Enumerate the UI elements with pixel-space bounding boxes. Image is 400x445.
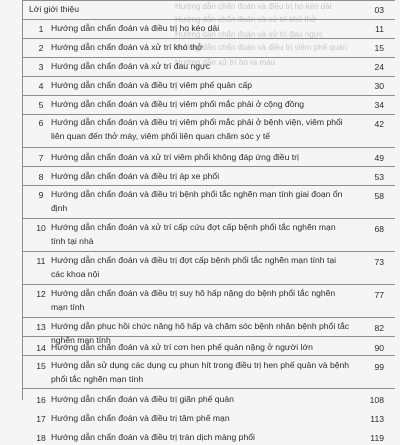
toc-entry-number: 12 [36, 289, 46, 299]
toc-entry-title: Hướng dẫn chẩn đoán và điều trị suy hô hấp nặng do bệnh phổi tắc nghẽn mạn tính [51, 288, 336, 312]
toc-entry-title: Hướng dẫn chẩn đoán và điều trị ho kéo dài [51, 23, 220, 33]
toc-entry-title: Hướng dẫn chẩn đoán và điều trị tâm phế mạn [51, 413, 230, 423]
toc-entry-page: 34 [374, 100, 384, 110]
toc-entry-title: Hướng dẫn chẩn đoán và điều trị tràn dịch màng phổi [51, 432, 255, 442]
toc-entry-number: 7 [38, 153, 44, 163]
toc-entry-title: Hướng dẫn chẩn đoán và điều trị viêm phế quản cấp [51, 80, 253, 90]
toc-entry-title: Hướng dẫn chẩn đoán và xử trí cấp cứu đợt cấp bệnh phổi tắc nghẽn mạn tính tại nhà [51, 222, 336, 246]
toc-table [22, 0, 395, 443]
toc-entry-page: 42 [374, 119, 384, 129]
toc-entry-title: Hướng dẫn sử dụng các dụng cụ phun hít trong điều trị hen phế quản và bệnh phổi tắc nghẽn mạn tính [51, 360, 350, 384]
toc-entry-number: 8 [38, 172, 44, 182]
toc-entry-number: 4 [38, 81, 44, 91]
toc-entry-page: 90 [374, 343, 384, 353]
toc-page: Hướng dẫn chẩn đoán và điều trị ho kéo dài Hướng dẫn chẩn đoán và xử trí khó thở Hướng dẫn chẩn đoán và xử trí đau ngực Hướng dẫn chẩn đoán và điều trị viêm phế quản Hướng dẫn xử trí ho ra máu Lời giới thiệu 03 1 Hướng dẫn chẩn đoán và điều trị ho kéo dài 11 2 Hướng dẫn chẩn đoán và xử trí khó thở 15 3 Hướng dẫn chẩn đoán và xử trí đau ngực 24 4 Hướng dẫn chẩn đoán và điều trị viêm phế quản cấp 30 5 Hướng dẫn chẩn đoán và điều trị viêm phổi mắc phải ở cộng đồng 34 6 Hướng dẫn chẩn đoán và điều trị viêm phổi mắc phải ở bệnh viện, viêm phổi liên quan đến thở máy, viêm phổi liên quan chăm sóc y tế 42 7 Hướng dẫn chẩn đoán và xử trí viêm phổi không đáp ứng điều trị 49 8 Hướng dẫn chẩn đoán và điều trị áp xe phổi 53 9 Hướng dẫn chẩn đoán và điều trị bệnh phổi tắc nghẽn mạn tính giai đoạn ổn định 58 10 Hướng dẫn chẩn đoán và xử trí cấp cứu đợt cấp bệnh phổi tắc nghẽn mạn tính tại nhà 68 11 Hướng dẫn chẩn đoán và điều trị đợt cấp bệnh phổi tắc nghẽn mạn tính tại các khoa nội 73 12 Hướng dẫn chẩn đoán và điều trị suy hô hấp nặng do bệnh phổi tắc nghẽn mạn tính 77 13 Hướng dẫn phục hồi chức năng hô hấp và chăm sóc bệnh nhân bệnh phổi tắc nghẽn mạn tính 82 14 Hướng dẫn chẩn đoán và xử trí cơn hen phế quản nặng ở người lớn 90 15 Hướng dẫn sử dụng các dụng cụ phun hít trong điều trị hen phế quản và bệnh phổi tắc nghẽn mạn tính 99 16 Hướng dẫn chẩn đoán và điều trị giãn phế quản 108 17 Hướng dẫn chẩn đoán và điều trị tâm phế mạn 113 18 Hướng dẫn chẩn đoán và điều trị tràn dịch màng phổi 119 [0, 0, 400, 400]
toc-entry-number: 3 [38, 62, 44, 72]
toc-entry-number: 9 [38, 190, 44, 200]
toc-entry-page: 49 [374, 153, 384, 163]
toc-intro-page: 03 [374, 5, 384, 15]
toc-entry-number: 13 [36, 322, 46, 332]
toc-entry-title: Hướng dẫn chẩn đoán và điều trị viêm phổi mắc phải ở bệnh viện, viêm phổi liên quan đến thở máy, viêm phổi liên quan chăm sóc y tế [51, 117, 343, 141]
toc-intro-title: Lời giới thiệu [29, 4, 79, 14]
toc-entry-page: 99 [374, 362, 384, 372]
toc-entry-page: 15 [374, 43, 384, 53]
toc-entry-page: 30 [374, 81, 384, 91]
toc-entry-title: Hướng dẫn chẩn đoán và điều trị bệnh phổi tắc nghẽn mạn tính giai đoạn ổn định [51, 189, 343, 213]
toc-entry-number: 1 [38, 24, 44, 34]
toc-entry-title: Hướng dẫn chẩn đoán và xử trí cơn hen phế quản nặng ở người lớn [51, 342, 313, 352]
toc-entry-page: 82 [374, 323, 384, 333]
toc-entry-number: 11 [36, 256, 46, 266]
toc-entry-number: 16 [36, 395, 46, 405]
toc-entry-title: Hướng dẫn chẩn đoán và xử trí đau ngực [51, 61, 211, 71]
toc-entry-page: 24 [374, 62, 384, 72]
toc-entry-page: 68 [374, 224, 384, 234]
toc-entry-page: 73 [374, 257, 384, 267]
toc-entry-number: 14 [36, 343, 46, 353]
toc-entry-page: 77 [374, 290, 384, 300]
toc-entry-title: Hướng dẫn phục hồi chức năng hô hấp và chăm sóc bệnh nhân bệnh phổi tắc nghẽn mạn tính [51, 321, 350, 345]
toc-entry-title: Hướng dẫn chẩn đoán và điều trị đợt cấp bệnh phổi tắc nghẽn mạn tính tại các khoa nội [51, 255, 337, 279]
toc-entry-page: 108 [369, 395, 384, 405]
toc-entry-page: 58 [374, 191, 384, 201]
toc-entry-page: 53 [374, 172, 384, 182]
toc-entry-number: 18 [36, 433, 46, 443]
toc-entry-title: Hướng dẫn chẩn đoán và điều trị giãn phế quản [51, 394, 234, 404]
toc-entry-title: Hướng dẫn chẩn đoán và xử trí khó thở [51, 42, 203, 52]
toc-entry-number: 15 [36, 361, 46, 371]
toc-entry-page: 113 [370, 414, 384, 424]
toc-entry-number: 17 [36, 414, 46, 424]
toc-entry-page: 11 [375, 24, 384, 34]
toc-entry-number: 2 [38, 43, 44, 53]
toc-entry-number: 6 [38, 118, 44, 128]
toc-entry-title: Hướng dẫn chẩn đoán và xử trí viêm phổi không đáp ứng điều trị [51, 152, 299, 162]
toc-entry-number: 5 [38, 100, 44, 110]
toc-entry-page: 119 [370, 433, 384, 443]
toc-entry-number: 10 [36, 223, 46, 233]
toc-entry-title: Hướng dẫn chẩn đoán và điều trị viêm phổi mắc phải ở cộng đồng [51, 99, 305, 109]
toc-entry-title: Hướng dẫn chẩn đoán và điều trị áp xe phổi [51, 171, 220, 181]
